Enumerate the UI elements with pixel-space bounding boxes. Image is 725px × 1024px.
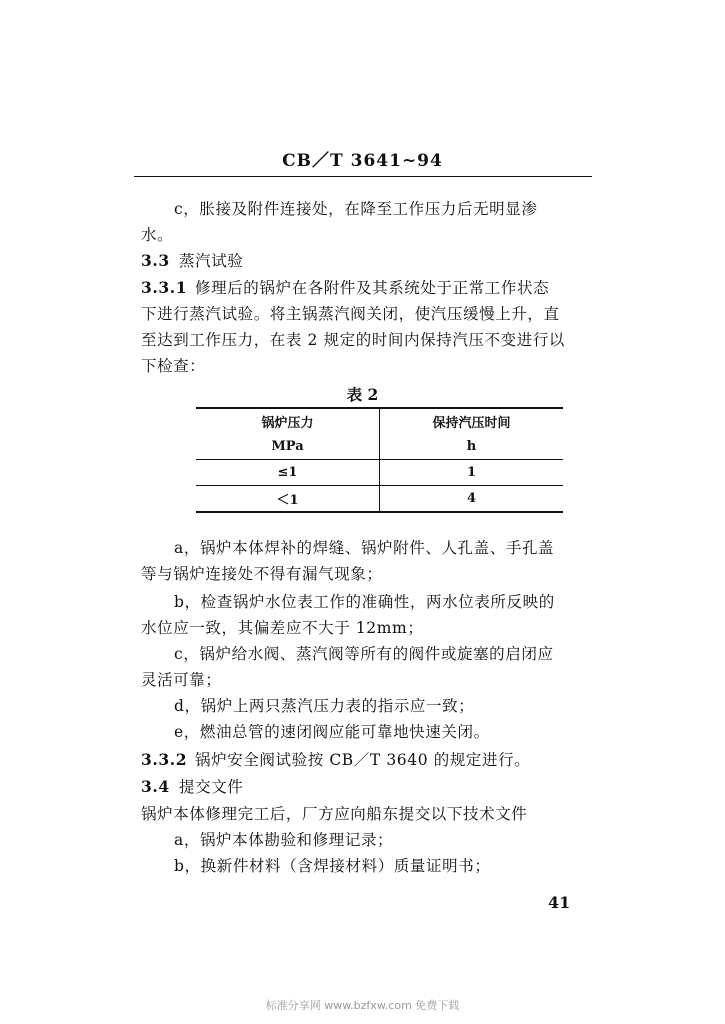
header-cell-pressure: 锅炉压力 [196, 408, 380, 434]
cell-time: 4 [380, 486, 564, 513]
item-e: e，燃油总管的速闭阀应能可靠地快速关闭。 [174, 723, 490, 741]
section-title: 提交文件 [179, 778, 244, 796]
table-row [196, 460, 563, 486]
page-header: CB／T 3641~94 [282, 151, 443, 171]
item-c-line2: 灵活可靠； [141, 671, 222, 689]
section-3-4-heading [141, 775, 243, 797]
item-b-line2: 水位应一致，其偏差应不大于 12mm； [141, 619, 424, 637]
clause-3-3-2 [141, 748, 530, 770]
item-d: d，锅炉上两只蒸汽压力表的指示应一致； [174, 697, 475, 715]
table-title: 表 2 [346, 385, 379, 404]
item-c-prev-line1: c，胀接及附件连接处，在降至工作压力后无明显渗 [174, 200, 538, 218]
table-row [196, 486, 563, 513]
header-rule [134, 176, 592, 177]
page-number: 41 [548, 893, 571, 912]
cell-time: 1 [380, 460, 564, 486]
item-c-line1: c，锅炉给水阀、蒸汽阀等所有的阀件或旋塞的启闭应 [174, 645, 554, 663]
section-3-4-intro: 锅炉本体修理完工后，厂方应向船东提交以下技术文件 [141, 805, 528, 823]
item-b-line1: b，检查锅炉水位表工作的准确性，两水位表所反映的 [174, 593, 555, 611]
table-header-unit-row [196, 434, 563, 460]
item-c-prev-line2: 水。 [141, 226, 174, 244]
clause-3-3-1-line1 [141, 276, 549, 298]
clause-3-3-1-line3: 至达到工作压力，在表 2 规定的时间内保持汽压不变进行以 [141, 331, 566, 349]
header-unit-time: h [466, 439, 477, 454]
watermark: 标准分享网 www.bzfxw.com 免费下载 [265, 999, 460, 1012]
table-2 [196, 407, 563, 513]
clause-number: 3.3.2 [141, 750, 188, 769]
clause-3-3-1-line4: 下检查： [141, 357, 206, 375]
clause-3-3-1-line2: 下进行蒸汽试验。将主锅蒸汽阀关闭，使汽压缓慢上升，直 [141, 305, 560, 323]
doc-item-a: a，锅炉本体勘验和修理记录； [174, 831, 394, 849]
section-number: 3.4 [141, 777, 170, 796]
clause-text: 锅炉安全阀试验按 CB／T 3640 的规定进行。 [195, 751, 531, 769]
header-unit-pressure: MPa [196, 434, 380, 460]
item-a-line2: 等与锅炉连接处不得有漏气现象； [141, 565, 383, 583]
clause-number: 3.3.1 [141, 278, 188, 297]
cell-pressure: ≤1 [196, 460, 380, 486]
doc-item-b: b，换新件材料（含焊接材料）质量证明书； [174, 857, 491, 875]
header-cell-time: 保持汽压时间 [380, 408, 564, 434]
clause-text: 修理后的锅炉在各附件及其系统处于正常工作状态 [195, 279, 550, 297]
section-title: 蒸汽试验 [179, 252, 244, 270]
cell-pressure: ＜1 [196, 486, 380, 513]
section-3-3-heading [141, 249, 243, 271]
section-number: 3.3 [141, 251, 170, 270]
item-a-line1: a，锅炉本体焊补的焊缝、锅炉附件、人孔盖、手孔盖 [174, 539, 555, 557]
table-header-row [196, 408, 563, 434]
